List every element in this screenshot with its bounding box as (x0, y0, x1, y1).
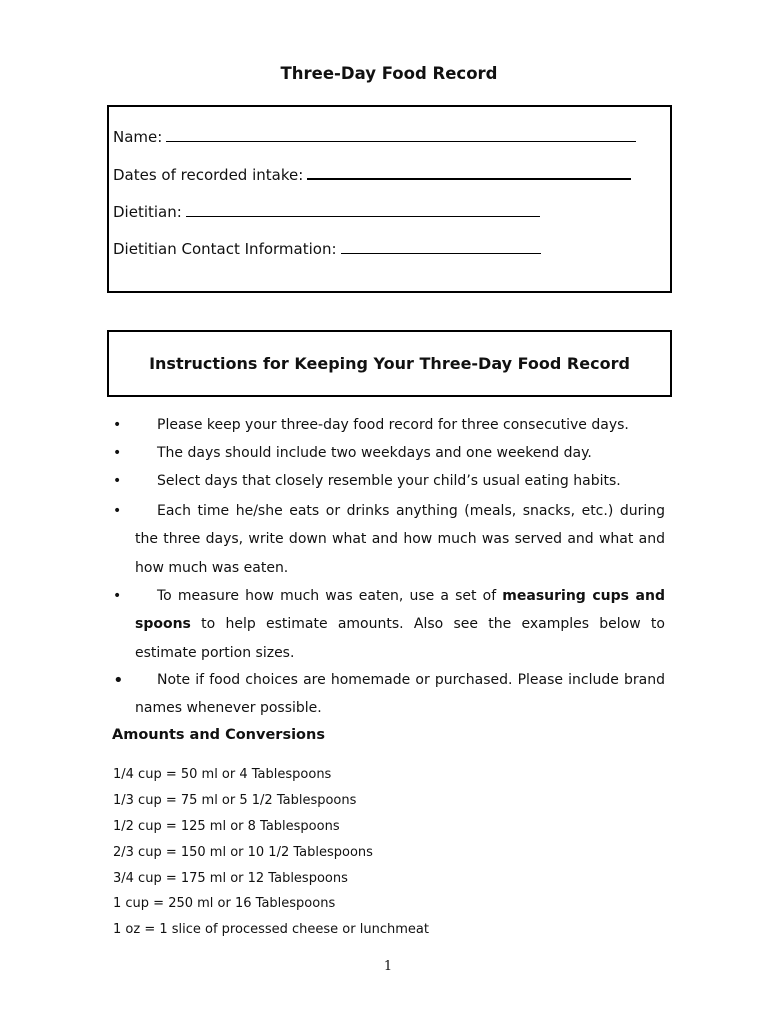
conversion-item: 1/4 cup = 50 ml or 4 Tablespoons (113, 767, 332, 782)
bullet-icon: • (113, 670, 124, 691)
bullet-icon: • (113, 588, 122, 604)
instruction-item-measuring (135, 582, 665, 667)
name-input-line[interactable] (166, 127, 636, 142)
measuring-text-bold: measuring cups and spoons (135, 588, 665, 633)
bullet-icon: • (113, 503, 122, 519)
instructions-heading-box (107, 330, 672, 397)
dates-field (113, 164, 631, 184)
conversion-item: 1/3 cup = 75 ml or 5 1/2 Tablespoons (113, 792, 357, 808)
contact-field (113, 239, 541, 258)
name-label: Name: (113, 128, 163, 146)
dates-label: Dates of recorded intake: (113, 166, 304, 184)
page-number: 1 (383, 959, 393, 974)
conversions-heading: Amounts and Conversions (112, 727, 325, 743)
contact-label: Dietitian Contact Information: (113, 240, 337, 258)
dietitian-field (113, 202, 540, 221)
conversion-item: 2/3 cup = 150 ml or 10 1/2 Tablespoons (113, 844, 373, 860)
conversion-item: 1 oz = 1 slice of processed cheese or lunchmeat (113, 922, 429, 938)
instruction-item-homemade: Note if food choices are homemade or purchased. Please include brand names whenever possible. (135, 672, 665, 717)
contact-input-line[interactable] (341, 239, 541, 254)
patient-info-box (107, 105, 672, 293)
dates-input-line[interactable] (307, 164, 631, 180)
bullet-icon: • (113, 473, 122, 489)
conversion-item: 3/4 cup = 175 ml or 12 Tablespoons (113, 870, 348, 886)
dietitian-input-line[interactable] (186, 202, 540, 217)
instruction-item-consecutive-days: Please keep your three-day food record for three consecutive days. (157, 417, 629, 433)
measuring-text-start: To measure how much was eaten, use a set of (157, 588, 503, 604)
instructions-heading: Instructions for Keeping Your Three-Day Food Record (149, 354, 630, 373)
dietitian-label: Dietitian: (113, 203, 182, 221)
bullet-icon: • (113, 417, 122, 433)
name-field (113, 127, 636, 146)
conversions-list (113, 765, 429, 946)
instruction-item-weekdays: The days should include two weekdays and one weekend day. (157, 445, 592, 461)
measuring-text-end: to help estimate amounts. Also see the examples below to estimate portion sizes. (135, 616, 665, 661)
page-title: Three-Day Food Record (280, 64, 498, 83)
instruction-item-record-eating: Each time he/she eats or drinks anything (meals, snacks, etc.) during the three days, write down what and how much was served and what and how much was eaten. (135, 503, 665, 576)
conversion-item: 1/2 cup = 125 ml or 8 Tablespoons (113, 818, 340, 834)
instruction-item-select-days: Select days that closely resemble your child’s usual eating habits. (157, 473, 621, 489)
bullet-icon: • (113, 445, 122, 461)
conversion-item: 1 cup = 250 ml or 16 Tablespoons (113, 896, 336, 912)
